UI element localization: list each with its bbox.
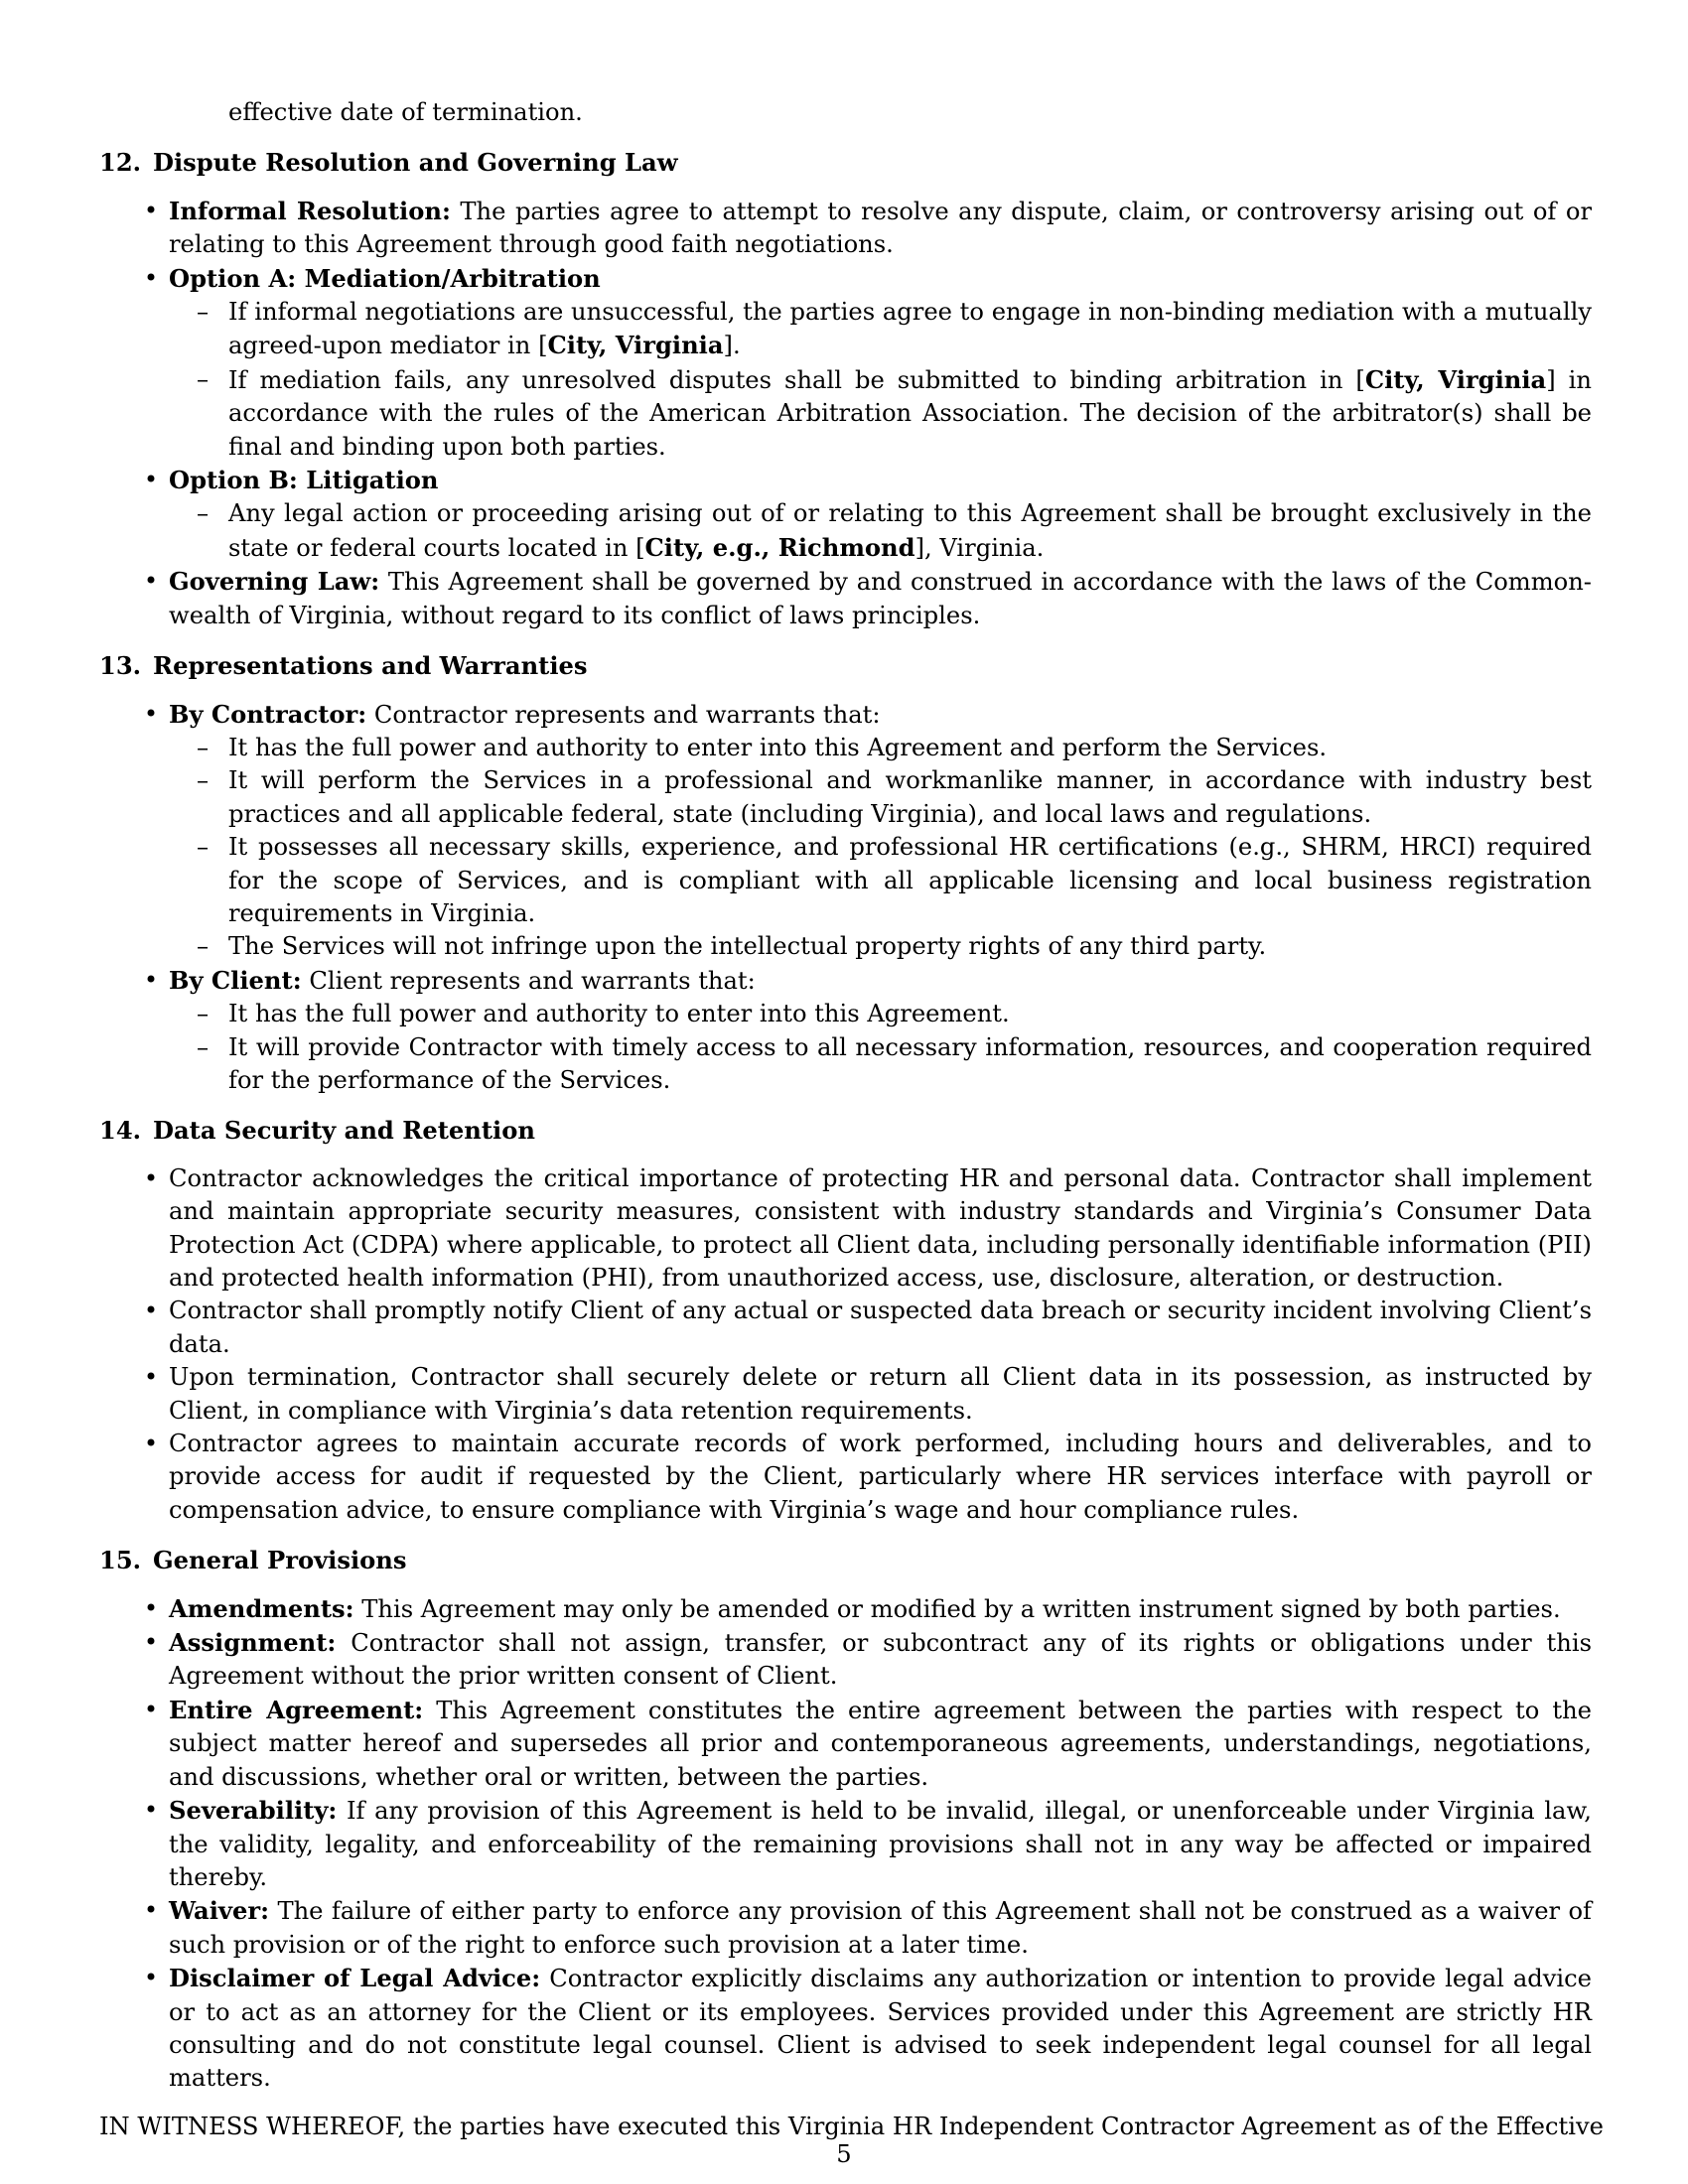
sub-item [197, 998, 1592, 1030]
bullet-icon: • [143, 1297, 159, 1325]
bullet-icon: • [143, 1593, 159, 1622]
sub-list [169, 732, 1592, 964]
item-text: Contractor explicitly disclaims any authorization or intention to provide legal advice or to act as an attorney for the Client or its employees. Services provided under this Agreement are strictly HR consulting and do not constitute legal counsel. Client is advised to seek independent legal counsel for all legal matters. [169, 1965, 1592, 2093]
dash-icon: – [197, 733, 210, 761]
section-12-list [99, 195, 1592, 632]
list-item [143, 1295, 1592, 1361]
item-text: Client represents and warrants that: [309, 966, 756, 995]
item-text: Contractor acknowledges the critical importance of protecting HR and personal data. Contractor shall implement and maintain appropriate security measures, consistent with industry standards and Virginia’s Consumer Data Protection Act (CDPA) where applicable, to protect all Client data, including personally identifiable information (PII) and protected health information (PHI), from unauthorized access, use, disclosure, alteration, or destruction. [169, 1163, 1592, 1292]
dash-icon: – [197, 1032, 210, 1061]
bullet-icon: • [143, 699, 159, 728]
sub-list [169, 296, 1592, 464]
bullet-icon: • [143, 1896, 159, 1925]
bullet-icon: • [143, 1796, 159, 1825]
bullet-icon: • [143, 1430, 159, 1458]
item-lead: Severability: [169, 1796, 338, 1826]
item-text: The Services will not infringe upon the intellectual property rights of any third party. [228, 932, 1267, 961]
sub-list [169, 998, 1592, 1097]
section-14-list [99, 1162, 1592, 1527]
item-text: This Agreement may only be amended or modified by a written instrument signed by both parties. [361, 1594, 1561, 1623]
bullet-icon: • [143, 1964, 159, 1992]
list-item [143, 1361, 1592, 1428]
list-item [143, 464, 1592, 565]
list-item [143, 262, 1592, 464]
item-text: Any legal action or proceeding arising out of or relating to this Agreement shall be brought exclusively in the state or federal courts located in [228, 499, 1592, 562]
dash-icon: – [197, 298, 210, 327]
section-number: 14. [99, 1116, 142, 1146]
sub-item: – Any legal action or proceeding arising out of or relating to this Agreement shall be brought exclusively in the state or federal courts located in [City, e.g., Richmond], Virginia. [197, 499, 1592, 562]
item-text: Contractor shall promptly notify Client of any actual or suspected data breach or security incident involving Client’s data. [169, 1297, 1592, 1358]
item-text: The parties agree to attempt to resolve any dispute, claim, or controversy arising out of or relating to this Agreement through good faith negotiations. [169, 197, 1593, 259]
item-text: If mediation fails, any unresolved disputes shall be submitted to binding arbitration in [228, 365, 1356, 394]
section-number: 15. [99, 1546, 142, 1575]
item-text: , Virginia. [924, 533, 1045, 562]
item-text: If informal negotiations are unsuccessful, the parties agree to engage in non-binding mediation with a mutually agreed-upon mediator in [228, 298, 1592, 360]
bullet-icon: • [143, 466, 159, 494]
section-title: General Provisions [153, 1546, 407, 1575]
placeholder-text: City, e.g., Richmond [644, 532, 915, 562]
witness-clause: IN WITNESS WHEREOF, the parties have executed this Virginia HR Independent Contractor Agreement as of the Effective [99, 2112, 1604, 2140]
item-lead: By Client: [169, 965, 302, 995]
sub-item: – If informal negotiations are unsuccessful, the parties agree to engage in non-binding mediation with a mutually agreed-upon mediator in [City, Virginia]. [197, 298, 1592, 360]
item-lead: Amendments: [169, 1593, 354, 1623]
item-lead: Entire Agreement: [169, 1695, 424, 1724]
sub-item [197, 732, 1592, 764]
item-lead: Disclaimer of Legal Advice: [169, 1964, 541, 1993]
list-item [143, 1894, 1592, 1962]
item-text: It will perform the Services in a professional and workmanlike manner, in accordance with industry best practices and all applicable federal, state (including Virginia), and local laws and regulations. [228, 766, 1592, 828]
item-text: It possesses all necessary skills, experience, and professional HR certifications (e.g., SHRM, HRCI) required for the scope of Services, and is compliant with all applicable licensing and local business registration requirements in Virginia. [228, 833, 1592, 927]
bullet-icon: • [143, 1695, 159, 1723]
item-text: It has the full power and authority to enter into this Agreement. [228, 1000, 1010, 1028]
item-lead: Waiver: [169, 1896, 270, 1926]
bullet-icon: • [143, 1163, 159, 1192]
bullet-icon: • [143, 263, 159, 292]
placeholder-text: City, Virginia [1364, 364, 1547, 394]
placeholder-text: City, Virginia [547, 331, 724, 360]
bullet-icon: • [143, 567, 159, 596]
item-text: The failure of either party to enforce any provision of this Agreement shall not be construed as a waiver of such provision or of the right to enforce such provision at a later time. [169, 1897, 1592, 1959]
list-item [143, 698, 1592, 964]
section-title: Dispute Resolution and Governing Law [153, 148, 678, 178]
item-text: Contractor represents and warrants that: [373, 700, 881, 729]
item-lead: Assignment: [169, 1628, 337, 1658]
sub-item [197, 930, 1592, 963]
sub-list [169, 497, 1592, 565]
item-text: Upon termination, Contractor shall securely delete or return all Client data in its possession, as instructed by Client, in compliance with Virginia’s data retention requirements. [169, 1363, 1592, 1425]
item-text: Contractor shall not assign, transfer, or subcontract any of its rights or obligations under this Agreement without the prior written consent of Client. [169, 1629, 1592, 1691]
list-item [143, 1794, 1592, 1894]
dash-icon: – [197, 499, 210, 528]
bullet-icon: • [143, 965, 159, 994]
sub-item [197, 764, 1592, 831]
bullet-icon: • [143, 196, 159, 224]
section-number: 12. [99, 148, 142, 178]
list-item [143, 195, 1593, 262]
section-13-list [99, 698, 1592, 1098]
item-text: This Agreement shall be governed by and construed in accordance with the laws of the Commonwealth of Virginia, without regard to its conflict of laws principles. [169, 568, 1592, 629]
item-text: This Agreement constitutes the entire agreement between the parties with respect to the subject matter hereof and supersedes all prior and contemporaneous agreements, understandings, negotiations, and discussions, whether oral or written, between the parties. [169, 1696, 1592, 1791]
item-lead: Informal Resolution: [169, 196, 451, 225]
section-12-heading [99, 146, 1592, 179]
section-title: Data Security and Retention [153, 1116, 535, 1146]
list-item [143, 1694, 1592, 1794]
list-item [143, 565, 1592, 632]
dash-icon: – [197, 932, 210, 961]
section-number: 13. [99, 651, 142, 681]
dash-icon: – [197, 364, 210, 393]
section-14-heading [99, 1114, 1592, 1147]
sub-item [197, 1031, 1592, 1098]
bullet-icon: • [143, 1628, 159, 1657]
list-item [143, 1428, 1592, 1527]
item-text: in accordance with the rules of the American Arbitration Association. The decision of the arbitrator(s) shall be final and binding upon both parties. [228, 365, 1592, 461]
item-lead: Governing Law: [169, 567, 380, 597]
list-item [143, 1626, 1592, 1694]
sub-item [197, 831, 1592, 930]
dash-icon: – [197, 766, 210, 795]
item-lead: Option B: Litigation [169, 466, 439, 495]
list-item [143, 1962, 1592, 2096]
page-number: 5 [836, 2140, 852, 2168]
list-item [143, 1592, 1592, 1626]
list-item [143, 964, 1592, 1098]
continuation-text: effective date of termination. [228, 98, 583, 126]
page-content [99, 96, 1604, 2143]
section-13-heading [99, 649, 1592, 682]
list-item [143, 1162, 1592, 1296]
item-lead: Option A: Mediation/Arbitration [169, 263, 601, 293]
item-text: If any provision of this Agreement is held to be invalid, illegal, or unenforceable under Virginia law, the validity, legality, and enforceability of the remaining provisions shall not in any way be affected or impaired thereby. [169, 1797, 1592, 1891]
section-title: Representations and Warranties [153, 651, 588, 681]
dash-icon: – [197, 833, 210, 862]
sub-item: – If mediation fails, any unresolved disputes shall be submitted to binding arbitration in [City, Virginia] in accordance with the rules of the American Arbitration Association. The decision of the arbitrator(s) shall be final and binding upon both parties. [197, 364, 1592, 461]
item-text: It has the full power and authority to enter into this Agreement and perform the Services. [228, 733, 1328, 761]
bullet-icon: • [143, 1363, 159, 1392]
item-text: It will provide Contractor with timely access to all necessary information, resources, and cooperation required for the performance of the Services. [228, 1032, 1592, 1094]
item-lead: By Contractor: [169, 699, 367, 729]
item-text: Contractor agrees to maintain accurate records of work performed, including hours and deliverables, and to provide access for audit if requested by the Client, particularly where HR services interface with payroll or compensation advice, to ensure compliance with Virginia’s wage and hour compliance rules. [169, 1430, 1592, 1524]
section-15-heading [99, 1544, 1592, 1576]
section-15-list [99, 1592, 1592, 2096]
dash-icon: – [197, 1000, 210, 1028]
